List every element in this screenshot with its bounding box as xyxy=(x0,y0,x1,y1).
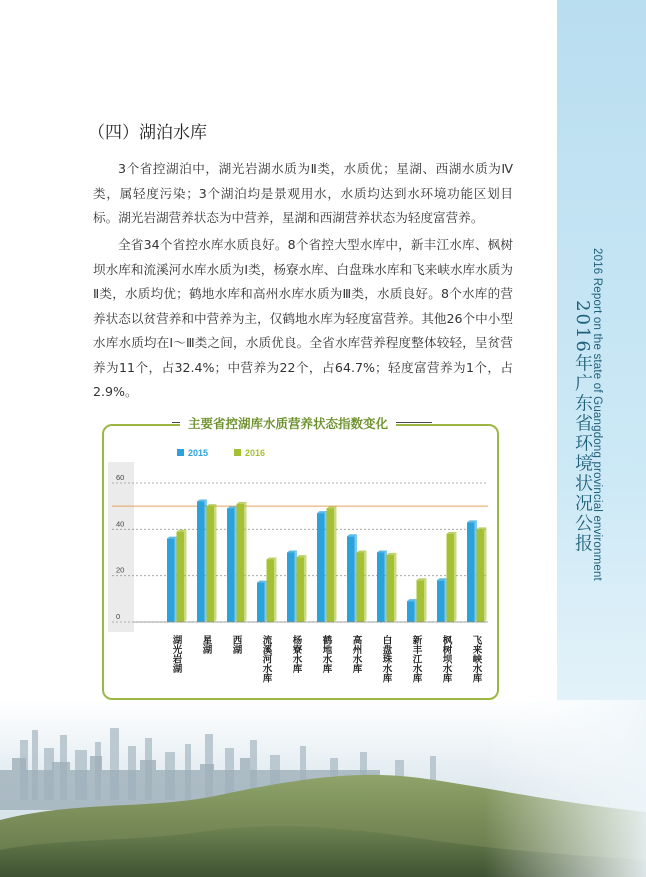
bar-side xyxy=(364,551,367,623)
bar-2015 xyxy=(227,508,235,622)
bar-side xyxy=(184,530,187,622)
y-tick-label: 40 xyxy=(116,519,125,529)
bar-2016 xyxy=(177,532,185,622)
category-label: 高州水库 xyxy=(350,635,362,673)
bar-2016 xyxy=(207,506,215,622)
category-label: 飞来峡水库 xyxy=(470,635,482,683)
legend-label-2015: 2015 xyxy=(188,448,209,458)
bar-2016 xyxy=(387,555,395,622)
y-tick-label: 0 xyxy=(116,612,121,621)
category-label: 白盘珠水库 xyxy=(380,635,392,683)
bar-side xyxy=(244,502,247,622)
section-heading: （四）湖泊水库 xyxy=(88,123,207,143)
bar-2016 xyxy=(297,557,305,622)
bar-2015 xyxy=(317,513,325,622)
category-label: 西湖 xyxy=(230,635,242,654)
legend-label-2016: 2016 xyxy=(245,448,266,458)
bar-side xyxy=(334,506,337,622)
bar-side xyxy=(454,532,457,622)
bar-side xyxy=(394,553,397,622)
paragraph-lakes: 3个省控湖泊中，湖光岩湖水质为Ⅱ类，水质优；星湖、西湖水质为Ⅳ类，属轻度污染；3个湖泊均是景观用水，水质均达到水环境功能区划目标。湖光岩湖营养状态为中营养，星湖和西湖营养状态为轻度富营养。 xyxy=(93,161,513,225)
bar-2015 xyxy=(347,536,355,622)
bar-2015 xyxy=(377,553,385,623)
bar-2016 xyxy=(357,553,365,623)
y-tick-label: 60 xyxy=(116,473,125,482)
bar-side xyxy=(424,578,427,622)
category-label: 流溪河水库 xyxy=(260,635,272,683)
bar-2016 xyxy=(417,580,425,622)
category-label: 湖光岩湖 xyxy=(170,635,182,673)
bar-2015 xyxy=(407,601,415,622)
report-english-title: 2016 Report on the state of Guangdong provincial environment xyxy=(591,248,603,581)
paragraph-reservoirs: 全省34个省控水库水质良好。8个省控大型水库中，新丰江水库、枫树坝水库和流溪河水库水质为Ⅰ类，杨寮水库、白盘珠水库和飞来峡水库水质为Ⅱ类，水质均优；鹤地水库和高州水库水质为Ⅲ类，水质良好。8个水库的营养状态以贫营养和中营养为主，仅鹤地水库为轻度富营养。其他26个中小型水库水质均在Ⅰ～Ⅲ类之间，水质优良。全省水库营养程度整体较轻，呈贫营养为11个，占32.4%；中营养为22个，占64.7%；轻度富营养为1个，占2.9%。 xyxy=(93,237,513,399)
bar-2016 xyxy=(477,529,485,622)
category-label: 杨寮水库 xyxy=(290,635,302,673)
bar-2016 xyxy=(327,508,335,622)
bar-2016 xyxy=(447,534,455,622)
bar-2016 xyxy=(237,504,245,622)
bar-side xyxy=(484,527,487,622)
category-label: 星湖 xyxy=(200,635,212,654)
bar-2016 xyxy=(267,559,275,622)
bar-2015 xyxy=(167,539,175,622)
bar-2015 xyxy=(287,553,295,623)
bar-2015 xyxy=(467,522,475,622)
bar-side xyxy=(274,557,277,622)
report-chinese-title: 2016年广东省环境状况公报 xyxy=(572,300,593,554)
bar-side xyxy=(304,555,307,622)
bar-side xyxy=(214,504,217,622)
category-label: 新丰江水库 xyxy=(410,635,422,683)
bar-2015 xyxy=(437,580,445,622)
category-label: 枫树坝水库 xyxy=(440,635,452,683)
category-label: 鹤地水库 xyxy=(320,635,332,673)
chart-title: 主要省控湖库水质营养状态指数变化 xyxy=(180,414,396,432)
bar-2015 xyxy=(257,583,265,622)
y-axis-band xyxy=(108,462,134,632)
y-tick-label: 20 xyxy=(116,565,125,575)
bar-2015 xyxy=(197,502,205,622)
